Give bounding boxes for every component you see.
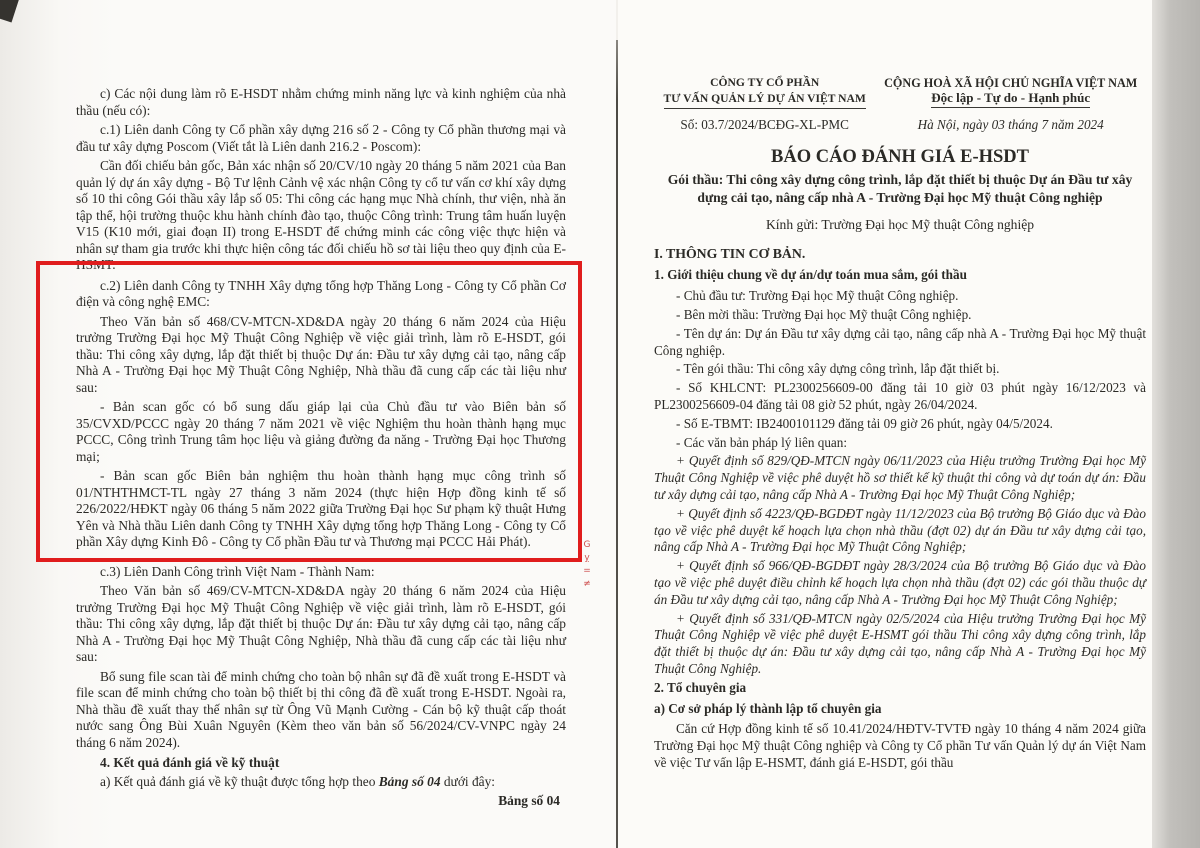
right-document-page [618, 0, 1152, 848]
subsection-2-heading: 2. Tổ chuyên gia [654, 679, 747, 695]
info-bullet: - Chủ đầu tư: Trường Đại học Mỹ thuật Công nghiệp. [676, 288, 959, 304]
paragraph-c1-body: Cần đối chiếu bản gốc, Bản xác nhận số 20/CV/10 ngày 20 tháng 5 năm 2021 của Ban quản lý dự án xây dựng - Bộ Tư lệnh Cảnh vệ xác nhận Công ty cổ tư vấn cơ khí xây dựng số 10 thi công Gói thầu xây lắp số 05: Thi công các hạng mục Nhà chính, thư viện, nhà ăn tập thể, hội trường thuộc khu hành chính đào tạo, thuộc Công trình: Trung tâm huấn luyện V15 (K10 mới, giai đoạn II) trong E-HSDT để chứng minh các công việc thực hiện và nhân sự tham gia trước khi thực hiện công tác đối chiếu hồ sơ tài liệu theo quy định của E-HSMT. [76, 158, 566, 272]
info-bullet: - Các văn bản pháp lý liên quan: [676, 434, 848, 450]
paragraph-c2-heading: c.2) Liên danh Công ty TNHH Xây dựng tổng hợp Thăng Long - Công ty Cổ phần Cơ điện và công nghệ EMC: [76, 277, 566, 309]
project-info-bullets [654, 288, 1146, 451]
paragraph-c2-body: Theo Văn bản số 468/CV-MTCN-XD&DA ngày 20 tháng 6 năm 2024 của Hiệu trưởng Trường Đại học Mỹ Thuật Công Nghiệp về việc giải trình, làm rõ E-HSDT, gói thầu: Thi công xây dựng, lắp đặt thiết bị thuộc Dự án: Đầu tư xây dựng cải tạo, nâng cấp Nhà A - Trường Đại học Mỹ Thuật Công Nghiệp, Nhà thầu đã cung cấp các tài liệu như sau: [76, 313, 566, 395]
national-line1: CỘNG HOÀ XÃ HỘI CHỦ NGHĨA VIỆT NAM [884, 76, 1138, 90]
left-page-content [76, 86, 592, 810]
section-1-heading: I. THÔNG TIN CƠ BẢN. [654, 245, 806, 261]
paragraph-c2-bullet-1: - Bản scan gốc có bổ sung dấu giáp lại của Chủ đầu tư vào Biên bản số 35/CVXD/PCCC ngày 20 tháng 7 năm 2021 về việc Nghiệm thu hoàn thành hạng mục PCCC, Công trình Trung tâm học liệu và giảng đường đa năng - Trường Đại học Thương mại; [76, 399, 566, 464]
info-bullet: - Bên mời thầu: Trường Đại học Mỹ thuật Công nghiệp. [676, 306, 972, 322]
legal-documents-list [654, 453, 1146, 677]
section-4a-line [76, 774, 566, 791]
info-bullet: - Số KHLCNT: PL2300256609-00 đăng tải 10 giờ 03 phút ngày 16/12/2023 và PL2300256609-04 đăng tải 08 giờ 52 phút, ngày 26/04/2024. [654, 380, 1146, 412]
report-title: BÁO CÁO ĐÁNH GIÁ E-HSDT [771, 146, 1029, 167]
info-bullet: - Số E-TBMT: IB2400101129 đăng tải 09 giờ 26 phút, ngày 04/5/2024. [676, 415, 1053, 431]
section-4-heading: 4. Kết quả đánh giá về kỹ thuật [100, 755, 280, 770]
red-margin-annotation: Gỵ=≠ [582, 539, 592, 592]
document-meta-row [654, 117, 1146, 134]
right-page-content [654, 76, 1146, 774]
national-line2: Độc lập - Tự do - Hạnh phúc [931, 90, 1090, 108]
info-bullet: - Tên gói thầu: Thi công xây dựng công trình, lắp đặt thiết bị. [676, 361, 1000, 377]
subsection-2a-body: Căn cứ Hợp đồng kinh tế số 10.41/2024/HĐTV-TVTĐ ngày 10 tháng 4 năm 2024 giữa Trường Đại học Mỹ thuật Công nghiệp và Công ty Cổ phần Tư vấn Quản lý dự án Việt Nam về việc Tư vấn lập E-HSMT, đánh giá E-HSDT, gói thầu [654, 721, 1146, 770]
legal-item: + Quyết định số 966/QĐ-BGDĐT ngày 28/3/2024 của Bộ trưởng Bộ Giáo dục và Đào tạo về việc phê duyệt điều chỉnh kế hoạch lựa chọn nhà thầu (đợt 02) các gói thầu thuộc dự án Đầu tư xây dựng cải tạo, nâng cấp Nhà A - Trường Đại học Mỹ Thuật Công Nghiệp; [654, 558, 1146, 607]
table-04-label: Bảng số 04 [498, 793, 560, 808]
paragraph-c3-body-1: Theo Văn bản số 469/CV-MTCN-XD&DA ngày 20 tháng 6 năm 2024 của Hiệu trưởng Trường Đại học Mỹ Thuật Công Nghiệp về việc giải trình, làm rõ E-HSDT, gói thầu: Thi công xây dựng, lắp đặt thiết bị thuộc Dự án: Đầu tư xây dựng cải tạo, nâng cấp Nhà A - Trường Đại học Mỹ Thuật Công Nghiệp, Nhà thầu đã cung cấp các tài liệu như sau: [76, 583, 566, 664]
org-name-block [654, 76, 875, 109]
document-number: Số: 03.7/2024/BCĐG-XL-PMC [680, 117, 849, 132]
subsection-1-heading: 1. Giới thiệu chung về dự án/dự toán mua sắm, gói thầu [654, 267, 967, 283]
document-date: Hà Nội, ngày 03 tháng 7 năm 2024 [917, 117, 1104, 132]
report-subtitle: Gói thầu: Thi công xây dựng công trình, lắp đặt thiết bị thuộc Dự án Đầu tư xây dựng cải tạo, nâng cấp nhà A - Trường Đại học Mỹ thuật Công nghiệp [667, 171, 1133, 205]
legal-item: + Quyết định số 331/QĐ-MTCN ngày 02/5/2024 của Hiệu trưởng Trường Đại học Mỹ Thuật Công Nghiệp về việc phê duyệt E-HSMT gói thầu Thi công xây dựng công trình, lắp đặt thiết bị thuộc dự án: Đầu tư xây dựng cải tạo, nâng cấp Nhà A - Trường Đại học Mỹ Thuật Công Nghiệp. [654, 610, 1146, 676]
scan-edge-shadow [1152, 0, 1200, 848]
scan-corner-artifact [0, 0, 20, 22]
legal-item: + Quyết định số 829/QĐ-MTCN ngày 06/11/2023 của Hiệu trưởng Trường Đại học Mỹ Thuật Công Nghiệp về việc phê duyệt hồ sơ thiết kế kỹ thuật thi công và dự toán dự án: Đầu tư xây dựng cải tạo, nâng cấp Nhà A - Trường Đại học Mỹ Thuật Công Nghiệp; [654, 453, 1146, 502]
org-name-line2: TƯ VẤN QUẢN LÝ DỰ ÁN VIỆT NAM [664, 91, 866, 109]
paragraph-c: c) Các nội dung làm rõ E-HSDT nhằm chứng minh năng lực và kinh nghiệm của nhà thầu (nếu có): [76, 86, 566, 118]
document-header [654, 76, 1146, 109]
section-4a-suffix: dưới đây: [440, 773, 496, 789]
section-4a-prefix: a) Kết quả đánh giá về kỹ thuật được tổng hợp theo [100, 773, 379, 789]
paragraph-c3-heading: c.3) Liên Danh Công trình Việt Nam - Thành Nam: [100, 563, 375, 579]
section-4a-table-ref: Bảng số 04 [378, 773, 441, 789]
addressee-line: Kính gửi: Trường Đại học Mỹ thuật Công nghiệp [765, 216, 1035, 232]
national-motto-block [875, 76, 1146, 109]
paragraph-c2-bullet-2: - Bản scan gốc Biên bản nghiệm thu hoàn thành hạng mục công trình số 01/NTHTHMCT-TL ngày 27 tháng 3 năm 2024 (thực hiện Hợp đồng kinh tế số 226/2022/HĐKT ngày 06 tháng 5 năm 2022 giữa Trường Đại học Sư phạm kỹ thuật Hưng Yên và Nhà thầu Liên danh Công ty TNHH Xây dựng tổng hợp Thăng Long - Công ty Cổ phần Xây dựng Kinh Đô - Công ty Cổ phần Đầu tư và Thương mại PCCC Hải Phát). [76, 468, 566, 549]
paragraph-c1-heading: c.1) Liên danh Công ty Cổ phần xây dựng 216 số 2 - Công ty Cổ phần thương mại và đầu tư xây dựng Poscom (Viết tắt là Liên danh 216.2 - Poscom): [76, 122, 566, 154]
legal-item: + Quyết định số 4223/QĐ-BGDĐT ngày 11/12/2023 của Bộ trưởng Bộ Giáo dục và Đào tạo về việc phê duyệt kế hoạch lựa chọn nhà thầu (đợt 02) dự án Đầu tư xây dựng cải tạo, nâng cấp Nhà A - Trường Đại học Mỹ Thuật Công Nghiệp; [654, 505, 1146, 555]
subsection-2a-heading: a) Cơ sở pháp lý thành lập tổ chuyên gia [654, 700, 882, 716]
org-name-line1: CÔNG TY CỔ PHẦN [710, 76, 820, 89]
paragraph-c3-body-2: Bổ sung file scan tài để minh chứng cho toàn bộ nhân sự đã đề xuất trong E-HSDT và file scan để minh chứng cho toàn bộ thiết bị thi công đã đề xuất trong E-HSDT. Ngoài ra, Nhà thầu đề xuất thay thế nhân sự từ Ông Vũ Mạnh Cường - Cán bộ kỹ thuật cấp thoát nước sang Ông Bùi Xuân Nguyên (Kèm theo văn bản số 56/2024/CV-VNPC ngày 24 tháng 6 năm 2024). [76, 668, 566, 750]
info-bullet: - Tên dự án: Dự án Đầu tư xây dựng cải tạo, nâng cấp nhà A - Trường Đại học Mỹ thuật Công nghiệp. [654, 325, 1146, 358]
